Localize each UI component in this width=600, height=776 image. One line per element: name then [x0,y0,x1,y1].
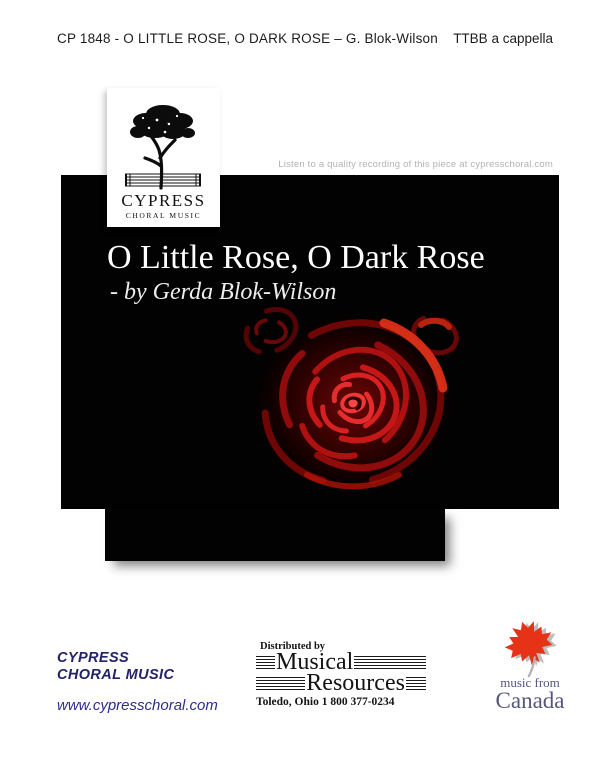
origin-country: Canada [495,688,565,713]
cypress-tree-icon [121,100,205,192]
music-staff-lines-icon [256,656,275,669]
cover-black-panel-extension [105,509,445,561]
footer-publisher-block [57,650,174,683]
publisher-logo-name: CYPRESS [121,191,206,210]
composer-byline: - by Gerda Blok-Wilson [110,279,337,305]
origin-tagline: music from [500,675,560,690]
distributor-name-resources: Resources [306,670,405,696]
piece-title: O Little Rose, O Dark Rose [107,239,485,276]
dark-rose-image [243,303,473,503]
listen-note: Listen to a quality recording of this piece at cypresschoral.com [278,159,553,170]
footer-publisher-name-line1: CYPRESS [57,650,130,666]
publisher-website-link: www.cypresschoral.com [57,697,218,714]
distributor-logo [256,641,426,708]
publisher-logo-box [107,88,220,227]
distributor-name-row2 [256,670,426,696]
music-staff-lines-icon [354,656,426,669]
music-staff-lines-icon [406,677,426,690]
music-staff-lines-icon [256,677,305,690]
header-voicing: TTBB a cappella [453,31,553,46]
distributor-contact: Toledo, Ohio 1 800 377-0234 [256,696,395,708]
distributed-by-label: Distributed by [260,641,326,652]
publisher-logo-subname: CHORAL MUSIC [125,211,202,220]
header-catalog-line: CP 1848 - O LITTLE ROSE, O DARK ROSE – G. Blok-Wilson [57,31,438,46]
distributor-name-musical: Musical [276,649,354,675]
footer-publisher-name-line2: CHORAL MUSIC [57,666,175,683]
maple-leaf-icon [498,615,562,679]
